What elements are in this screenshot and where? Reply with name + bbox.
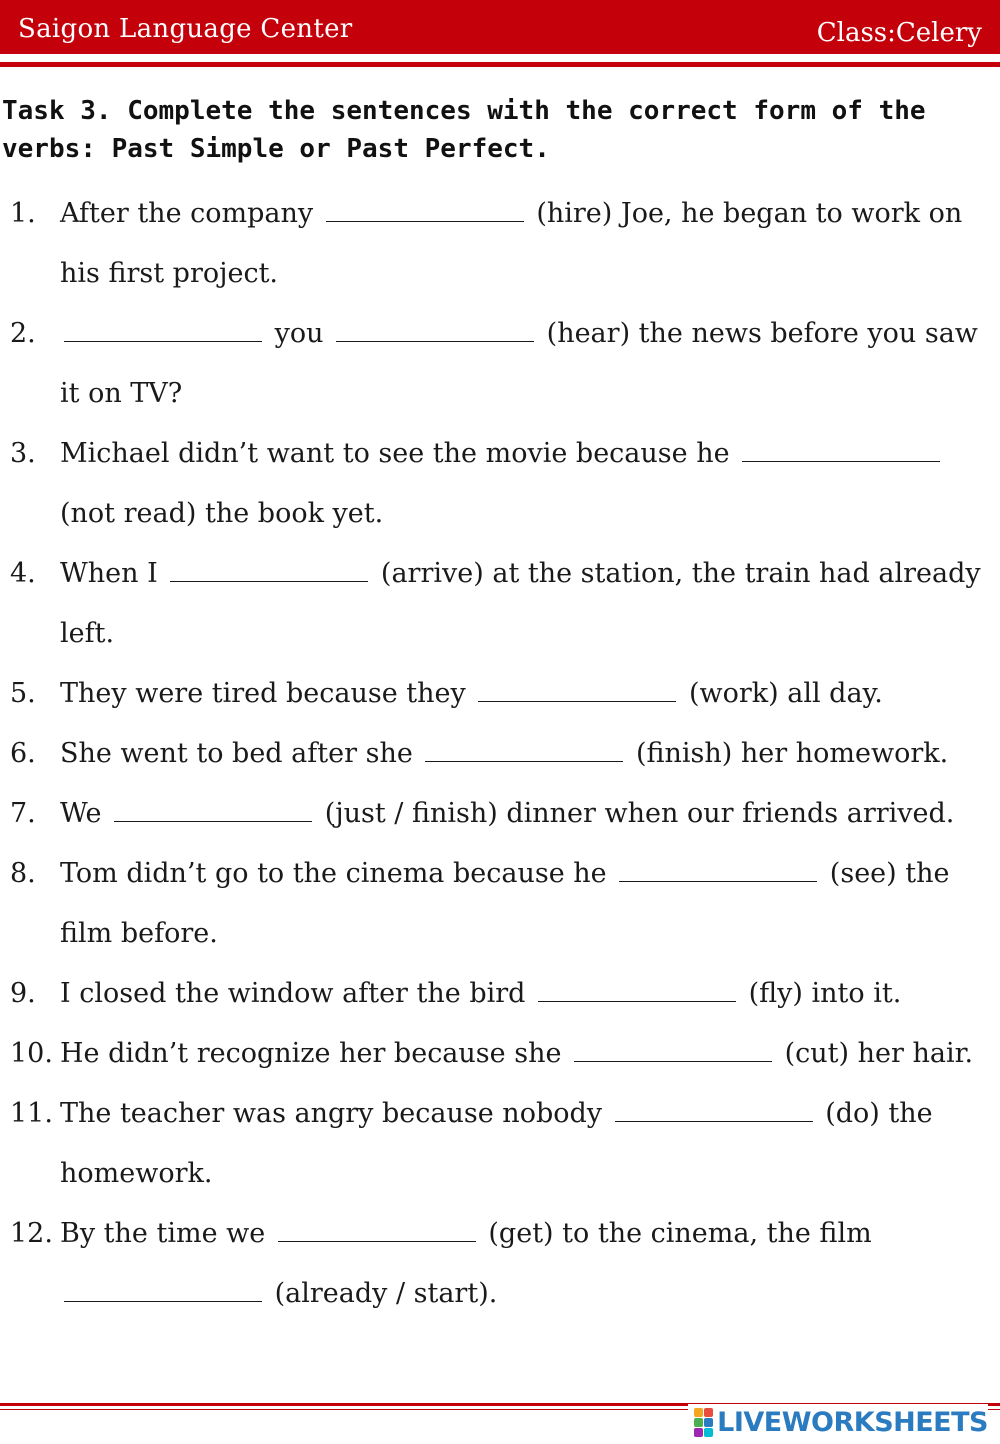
item-number: 12. xyxy=(10,1218,53,1249)
sentence-text: (not read) the book yet. xyxy=(60,498,384,529)
logo-text: LIVEWORKSHEETS xyxy=(717,1406,988,1438)
exercise-item xyxy=(0,544,1000,664)
sentence-text: you xyxy=(266,318,333,349)
sentence-text: (see) the film before. xyxy=(60,858,950,949)
item-number: 7. xyxy=(10,798,36,829)
exercise-item xyxy=(0,784,1000,844)
sentence-text: (get) to the cinema, the film xyxy=(479,1218,872,1249)
item-number: 11. xyxy=(10,1098,53,1129)
class-label: Class:Celery xyxy=(816,18,982,48)
answer-blank[interactable] xyxy=(336,340,534,342)
logo-square xyxy=(704,1428,713,1437)
sentence-text: (work) all day. xyxy=(680,678,883,709)
answer-blank[interactable] xyxy=(574,1060,772,1062)
exercise-item xyxy=(0,184,1000,304)
sentence-text: Michael didn’t want to see the movie because he xyxy=(60,438,739,469)
sentence-text: We xyxy=(60,798,111,829)
sentence-text: He didn’t recognize her because she xyxy=(60,1038,571,1069)
sentence-text: (finish) her homework. xyxy=(627,738,949,769)
answer-blank[interactable] xyxy=(64,1300,262,1302)
exercise-list xyxy=(0,184,1000,1324)
answer-blank[interactable] xyxy=(64,340,262,342)
item-number: 10. xyxy=(10,1038,53,1069)
logo-square xyxy=(694,1418,703,1427)
header-divider xyxy=(0,62,1000,67)
liveworksheets-logo xyxy=(688,1404,988,1440)
answer-blank[interactable] xyxy=(170,580,368,582)
sentence-text: (already / start). xyxy=(266,1278,498,1309)
sentence-text: (hire) Joe, he began to work on his first project. xyxy=(60,198,963,289)
item-number: 5. xyxy=(10,678,36,709)
sentence-text: (arrive) at the station, the train had already left. xyxy=(60,558,981,649)
answer-blank[interactable] xyxy=(615,1120,813,1122)
item-number: 4. xyxy=(10,558,36,589)
school-name: Saigon Language Center xyxy=(18,14,353,44)
exercise-item xyxy=(0,724,1000,784)
logo-square xyxy=(694,1428,703,1437)
logo-icon xyxy=(694,1408,713,1437)
answer-blank[interactable] xyxy=(742,460,940,462)
exercise-item xyxy=(0,664,1000,724)
sentence-text: They were tired because they xyxy=(60,678,475,709)
sentence-text: (do) the homework. xyxy=(60,1098,933,1189)
item-number: 3. xyxy=(10,438,36,469)
sentence-text: (fly) into it. xyxy=(740,978,902,1009)
sentence-text: By the time we xyxy=(60,1218,274,1249)
task-title: Task 3. Complete the sentences with the correct form of the verbs: Past Simple or Past Perfect. xyxy=(2,96,926,164)
answer-blank[interactable] xyxy=(538,1000,736,1002)
sentence-text: (cut) her hair. xyxy=(776,1038,974,1069)
item-number: 1. xyxy=(10,198,36,229)
answer-blank[interactable] xyxy=(114,820,312,822)
logo-square xyxy=(704,1418,713,1427)
exercise-item xyxy=(0,424,1000,544)
sentence-text: The teacher was angry because nobody xyxy=(60,1098,611,1129)
sentence-text: She went to bed after she xyxy=(60,738,422,769)
item-number: 8. xyxy=(10,858,36,889)
exercise-item xyxy=(0,1084,1000,1204)
answer-blank[interactable] xyxy=(278,1240,476,1242)
sentence-text: (hear) the news before you saw it on TV? xyxy=(60,318,978,409)
exercise-item xyxy=(0,964,1000,1024)
sentence-text: I closed the window after the bird xyxy=(60,978,535,1009)
item-number: 9. xyxy=(10,978,36,1009)
sentence-text: After the company xyxy=(60,198,322,229)
answer-blank[interactable] xyxy=(619,880,817,882)
answer-blank[interactable] xyxy=(425,760,623,762)
exercise-item xyxy=(0,1024,1000,1084)
header-bar xyxy=(0,0,1000,54)
logo-square xyxy=(704,1408,713,1417)
sentence-text: (just / finish) dinner when our friends arrived. xyxy=(316,798,955,829)
answer-blank[interactable] xyxy=(326,220,524,222)
logo-square xyxy=(694,1408,703,1417)
sentence-text: When I xyxy=(60,558,167,589)
item-number: 6. xyxy=(10,738,36,769)
sentence-text: Tom didn’t go to the cinema because he xyxy=(60,858,616,889)
answer-blank[interactable] xyxy=(478,700,676,702)
exercise-item xyxy=(0,304,1000,424)
exercise-item xyxy=(0,844,1000,964)
item-number: 2. xyxy=(10,318,36,349)
exercise-item xyxy=(0,1204,1000,1324)
